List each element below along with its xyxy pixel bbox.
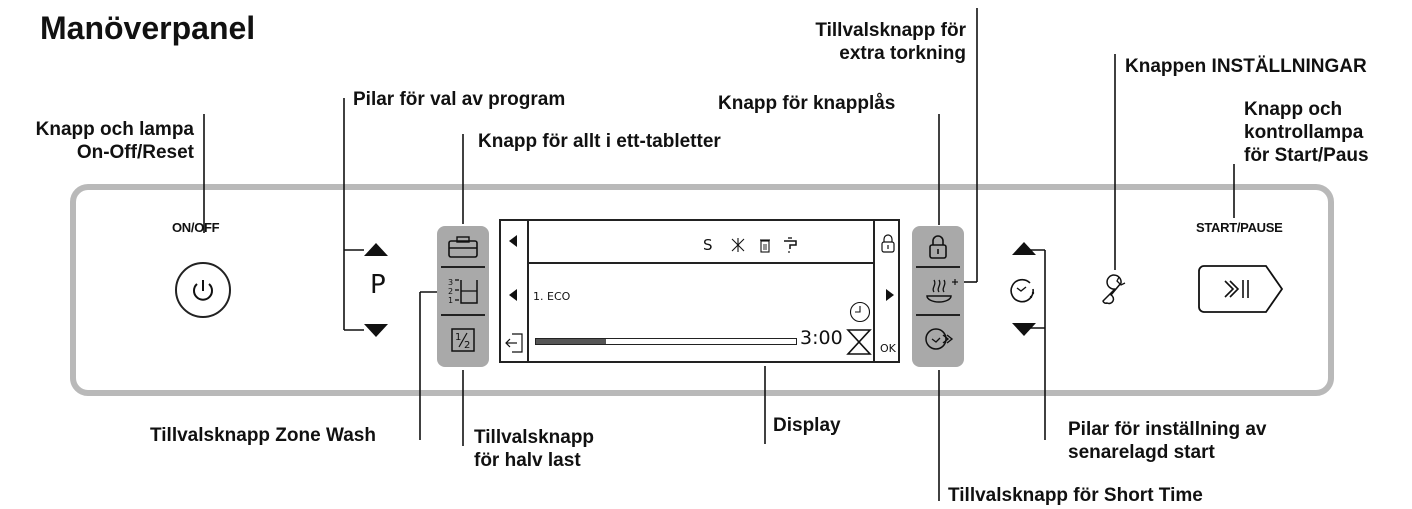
separator (916, 314, 960, 316)
label-zone-wash: Tillvalsknapp Zone Wash (150, 425, 376, 446)
label-extra-dry-line2: extra torkning (839, 43, 966, 64)
settings-wrench-button[interactable] (1099, 273, 1129, 307)
svg-text:3: 3 (448, 278, 454, 287)
separator (441, 266, 485, 268)
all-in-one-tablet-button[interactable] (448, 236, 478, 258)
separator (916, 266, 960, 268)
delay-timer-icon (1008, 275, 1036, 303)
label-extra-dry-line1: Tillvalsknapp för (815, 20, 966, 41)
svg-text:1: 1 (448, 296, 454, 305)
start-pause-text: START/PAUSE (1196, 220, 1283, 235)
label-on-off-line2: On-Off/Reset (76, 142, 194, 163)
water-tap-icon (782, 237, 798, 253)
display-left-divider (527, 221, 529, 361)
hourglass-icon (847, 329, 871, 355)
display-status-letter: S (703, 236, 713, 254)
display-program-text: 1. ECO (533, 290, 571, 303)
extra-dry-button[interactable] (925, 276, 959, 306)
delay-down-arrow[interactable] (1012, 323, 1036, 337)
label-display: Display (773, 415, 841, 436)
display-progress-fill (536, 339, 606, 344)
label-half-load-line2: för halv last (474, 450, 581, 471)
display-exit-icon (506, 333, 524, 353)
program-letter: P (370, 270, 386, 300)
display-screen (499, 219, 900, 363)
page-title: Manöverpanel (40, 10, 256, 46)
on-off-button[interactable] (175, 262, 231, 318)
zone-wash-button[interactable] (447, 276, 479, 306)
start-pause-button[interactable] (1198, 265, 1284, 313)
label-delay-line1: Pilar för inställning av (1068, 419, 1267, 440)
display-right-arrow-icon (886, 289, 896, 301)
label-start-pause-line1: Knapp och (1244, 99, 1343, 120)
program-up-arrow[interactable] (364, 243, 388, 257)
salt-icon (759, 237, 771, 253)
label-program-arrows: Pilar för val av program (353, 89, 566, 110)
display-top-divider (527, 262, 875, 264)
short-time-button[interactable] (925, 327, 953, 351)
program-down-arrow[interactable] (364, 324, 388, 338)
display-clock-icon (849, 301, 871, 323)
svg-text:2: 2 (464, 340, 471, 351)
half-load-button[interactable] (451, 328, 475, 352)
display-progress-bar (535, 338, 797, 345)
display-ok: OK (880, 342, 896, 355)
power-icon (175, 262, 231, 318)
delay-up-arrow[interactable] (1012, 242, 1036, 256)
label-on-off-line1: Knapp och lampa (35, 119, 194, 140)
display-lock-icon (880, 233, 896, 253)
label-short-time: Tillvalsknapp för Short Time (948, 485, 1203, 506)
label-start-pause-line3: för Start/Paus (1244, 145, 1369, 166)
label-half-load-line1: Tillvalsknapp (474, 427, 595, 448)
label-all-in-one: Knapp för allt i ett-tabletter (478, 131, 721, 152)
svg-text:2: 2 (448, 287, 454, 296)
label-start-pause-line2: kontrollampa (1244, 122, 1364, 143)
display-left-arrow-mid-icon (509, 289, 519, 301)
separator (441, 314, 485, 316)
rinse-aid-icon (730, 237, 746, 253)
label-key-lock: Knapp för knapplås (718, 93, 896, 114)
label-delay-line2: senarelagd start (1068, 442, 1215, 463)
display-time: 3:00 (800, 327, 843, 349)
on-off-text: ON/OFF (172, 220, 220, 235)
display-left-arrow-top-icon (509, 235, 519, 247)
label-settings: Knappen INSTÄLLNINGAR (1125, 56, 1367, 77)
key-lock-button[interactable] (928, 234, 948, 260)
display-right-divider (873, 221, 875, 361)
svg-text:1: 1 (455, 332, 462, 343)
